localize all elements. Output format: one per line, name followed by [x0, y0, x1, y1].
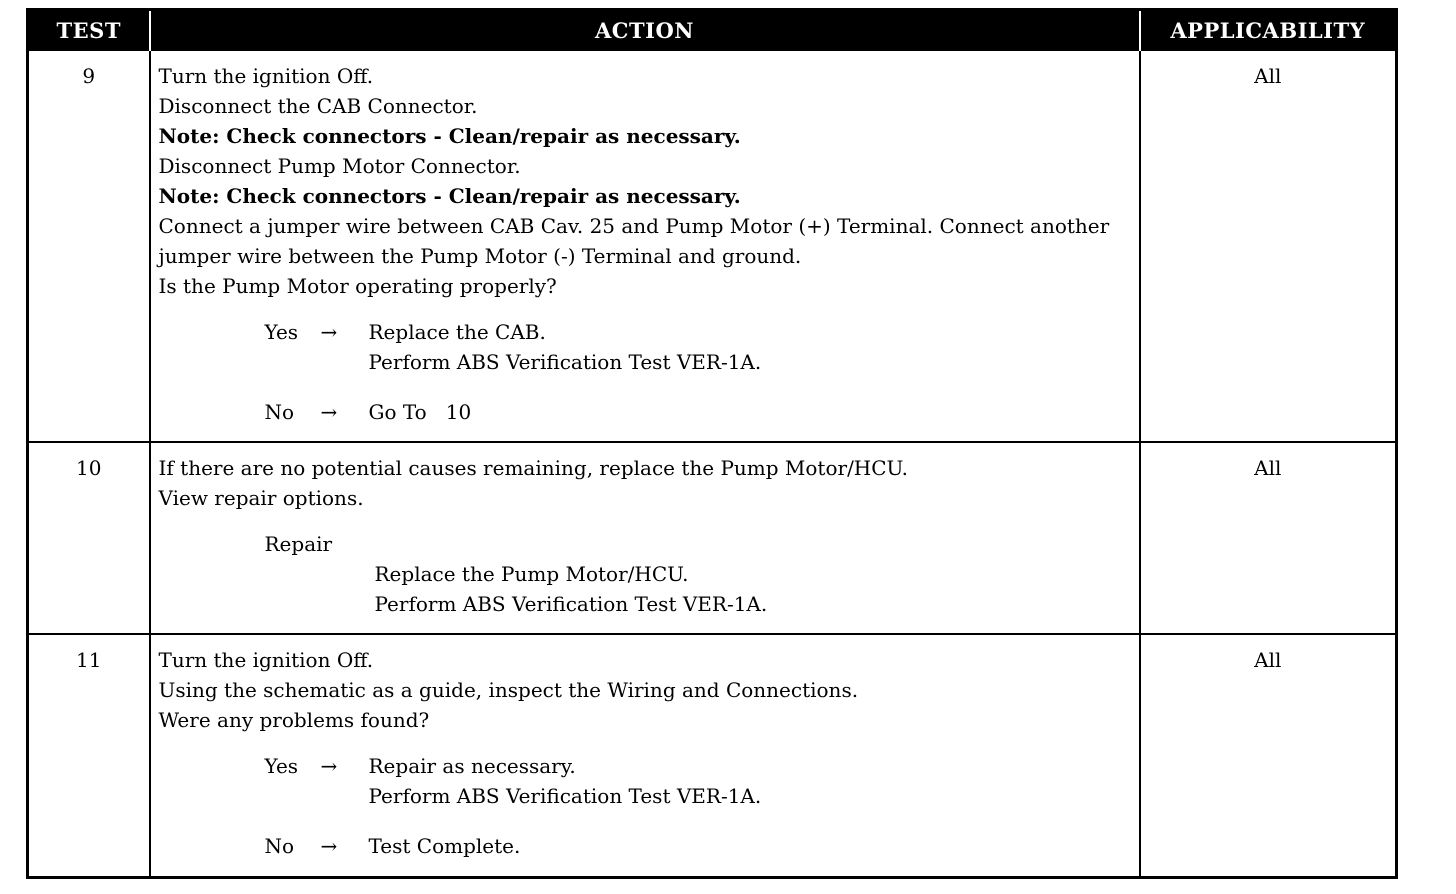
table-row: [28, 50, 1397, 442]
action-step: Turn the ignition Off.: [158, 64, 374, 88]
outcome-line: Test Complete.: [368, 834, 521, 859]
action-step: Connect a jumper wire between CAB Cav. 25 and Pump Motor (+) Terminal. Connect another jumper wire between the Pump Motor (-) Terminal and ground.: [158, 214, 1110, 268]
no-result: [265, 397, 1133, 427]
repair-label: Repair: [264, 532, 333, 557]
arrow-right-icon: →: [320, 320, 338, 344]
arrow-right-icon: →: [320, 754, 338, 779]
arrow-right-icon: →: [320, 834, 338, 859]
header-action: ACTION: [150, 10, 1140, 51]
header-test: TEST: [28, 10, 150, 51]
repair-step: Perform ABS Verification Test VER-1A.: [374, 592, 768, 617]
action-question: Were any problems found?: [158, 708, 430, 733]
action-step: Disconnect the CAB Connector.: [158, 94, 478, 118]
outcome-line: Perform ABS Verification Test VER-1A.: [368, 350, 762, 374]
applicability-value: All: [1140, 50, 1397, 442]
yes-result: [265, 751, 1133, 811]
diagnostic-page: [26, 8, 1395, 879]
action-step: Disconnect Pump Motor Connector.: [158, 154, 521, 178]
yes-outcome: [369, 317, 1133, 377]
applicability-value: All: [1140, 442, 1397, 634]
repair-options: [265, 529, 1133, 619]
diagnostic-table: [26, 8, 1398, 879]
test-number: 11: [28, 634, 150, 877]
no-outcome: [369, 831, 1133, 861]
no-label: No: [264, 834, 295, 859]
result-options: [159, 317, 1133, 427]
applicability-value: All: [1140, 634, 1397, 877]
outcome-line: Repair as necessary.: [368, 754, 576, 779]
action-cell: [150, 50, 1140, 442]
header-applicability: APPLICABILITY: [1140, 10, 1397, 51]
yes-label: Yes: [264, 754, 299, 779]
action-step: If there are no potential causes remaining, replace the Pump Motor/HCU.: [158, 456, 908, 481]
action-step: Turn the ignition Off.: [158, 648, 374, 673]
result-options: [159, 751, 1133, 861]
test-number: 10: [28, 442, 150, 634]
arrow-right-icon: →: [320, 400, 338, 424]
action-note: Note: Check connectors - Clean/repair as necessary.: [158, 184, 741, 208]
no-label: No: [264, 400, 295, 424]
yes-outcome: [369, 751, 1133, 811]
no-outcome: [369, 397, 1133, 427]
action-cell: [150, 634, 1140, 877]
action-step: View repair options.: [158, 486, 364, 511]
table-row: [28, 634, 1397, 877]
outcome-line: Perform ABS Verification Test VER-1A.: [368, 784, 762, 809]
outcome-line: Replace the CAB.: [368, 320, 546, 344]
action-note: Note: Check connectors - Clean/repair as necessary.: [158, 124, 741, 148]
test-number: 9: [28, 50, 150, 442]
repair-steps: [375, 559, 1133, 619]
action-cell: [150, 442, 1140, 634]
yes-result: [265, 317, 1133, 377]
no-result: [265, 831, 1133, 861]
outcome-line: Go To 10: [368, 400, 472, 424]
table-header: [28, 10, 1397, 51]
repair-step: Replace the Pump Motor/HCU.: [374, 562, 689, 587]
action-step: Using the schematic as a guide, inspect the Wiring and Connections.: [158, 678, 859, 703]
table-row: [28, 442, 1397, 634]
yes-label: Yes: [264, 320, 299, 344]
action-question: Is the Pump Motor operating properly?: [158, 274, 557, 298]
